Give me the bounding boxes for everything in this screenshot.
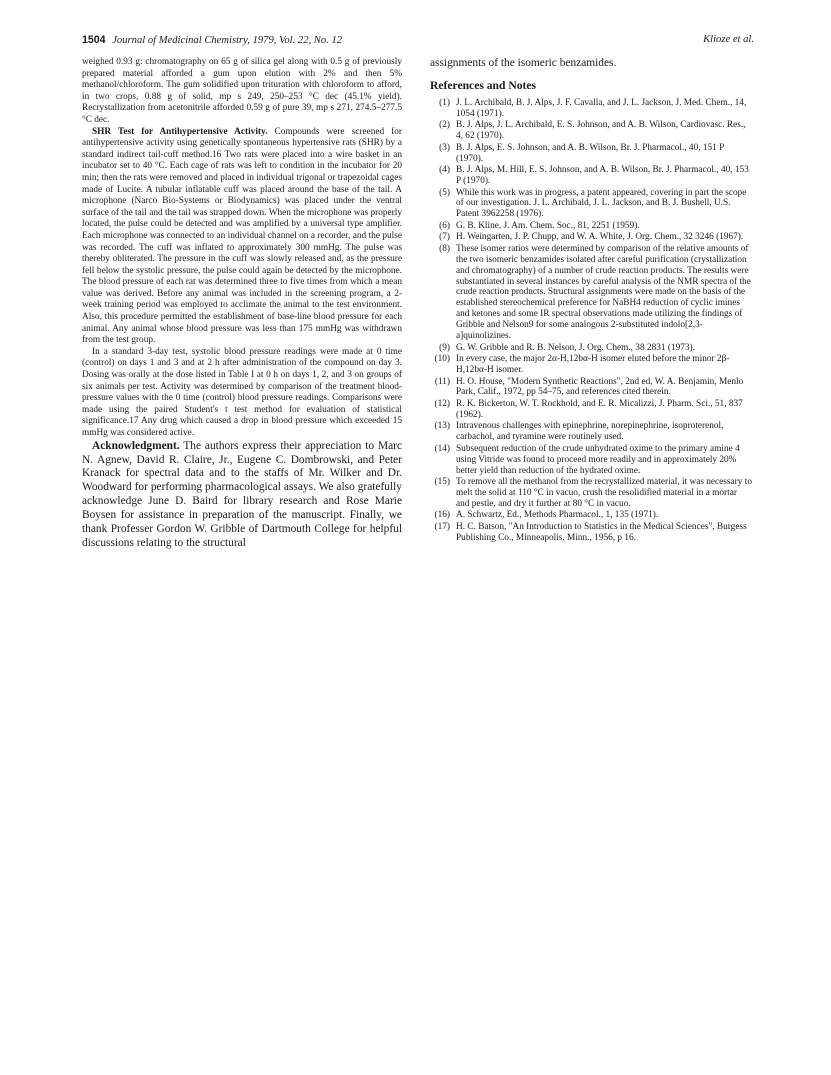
- reference-item: [430, 143, 752, 165]
- shr-test-heading: SHR Test for Antihypertensive Activity.: [92, 126, 268, 137]
- reference-number: (11): [434, 376, 450, 387]
- reference-number: (17): [434, 521, 450, 532]
- reference-text: These isomer ratios were determined by comparison of the relative amounts of the two isomeric benzamides isolated after careful purification (crystallization and chromatography) of a number of crude reaction products. The results were substantiated in several instances by careful analysis of the NMR spectra of the crude reaction products. Structural assignments were made on the basis of the established stereochemical preference for NaBH4 reduction of cyclic imines and ketones and some IR spectral observations made utilizing the findings of Gribble and Nelson9 for some analogous 2-substituted indolo[2,3-a]quinolizines.: [456, 243, 751, 342]
- experimental-paragraph: weighed 0.93 g: chromatography on 65 g of silica gel along with 0.5 g of previously prepared material afforded a gum upon elution with 2% and then 5% methanol/chloroform. The gum solidified upon trituration with chloroform to afford, in two crops, 0.88 g of solid, mp s 249, 250–253 °C dec (45.1% yield). Recrystallization from acetonitrile afforded 0.59 g of pure 39, mp s 271, 274.5–277.5 °C dec.: [82, 57, 402, 125]
- reference-number: (14): [434, 443, 450, 454]
- reference-number: (4): [439, 165, 450, 176]
- reference-text: H. C. Batson, "An Introduction to Statistics in the Medical Sciences", Burgess Publishing Co., Minneapolis, Minn., 1956, p 16.: [456, 521, 747, 543]
- reference-item: [430, 444, 752, 477]
- reference-text: J. L. Archibald, B. J. Alps, J. F. Cavalla, and J. L. Jackson, J. Med. Chem., 14, 1054 (1971).: [456, 97, 747, 119]
- reference-item: [430, 510, 752, 521]
- left-column: [82, 57, 402, 551]
- reference-number: (12): [434, 398, 450, 409]
- reference-list: [430, 98, 752, 544]
- reference-item: [430, 477, 752, 510]
- reference-text: H. Weingarten, J. P. Chupp, and W. A. White, J. Org. Chem., 32 3246 (1967).: [456, 232, 744, 243]
- reference-text: B. J. Alps, M. Hill, E. S. Johnson, and A. B. Wilson, Br. J. Pharmacol., 40, 153 P (1970).: [456, 165, 749, 187]
- reference-text: G. B. Kline, J. Am. Chem. Soc., 81, 2251 (1959).: [456, 220, 640, 231]
- reference-item: [430, 421, 752, 443]
- reference-number: (2): [439, 120, 450, 131]
- reference-item: [430, 343, 752, 354]
- acknowledgment-heading: Acknowledgment.: [92, 439, 180, 452]
- three-day-test-paragraph: In a standard 3-day test, systolic blood pressure readings were made at 0 time (control) on days 1 and 3 and at 2 h after administration of the compound on day 3. Dosing was orally at the dose listed in Table I at 0 h on days 1, 2, and 3 on groups of six animals per test. Activity was determined by comparison of the treatment blood-pressure values with the 0 time (control) blood pressure readings. Comparisons were made using the paired Student's t test method for evaluation of statistical significance.17 Any drug which caused a drop in blood pressure which exceeded 15 mmHg was considered active.: [82, 346, 402, 438]
- reference-number: (8): [439, 243, 450, 254]
- references-heading: References and Notes: [430, 78, 537, 92]
- reference-text: G. W. Gribble and R. B. Nelson, J. Org. Chem., 38 2831 (1973).: [456, 342, 695, 353]
- reference-item: [430, 399, 752, 421]
- reference-number: (13): [434, 421, 450, 432]
- reference-text: To remove all the methanol from the recrystallized material, it was necessary to melt the solid at 110 °C in vacuo, crush the resolidified material in a mortar and pestle, and dry it further at 80 °C in vacuo.: [456, 477, 752, 509]
- shr-test-paragraph: [82, 127, 402, 347]
- reference-number: (6): [439, 220, 450, 231]
- reference-item: [430, 522, 752, 544]
- acknowledgment-text: The authors express their appreciation to Marc N. Agnew, David R. Claire, Jr., Eugene C. Dombrowski, and Peter Kranack for spectral data and to the staffs of Mr. Wilker and Dr. Woodward for performing pharmacological assays. We also gratefully acknowledge June D. Baird for library research and Rose Marie Boysen for assistance in preparation of the manuscript. Finally, we thank Professer Gordon W. Gribble of Dartmouth College for helpful discussions relating to the structural: [82, 439, 402, 549]
- reference-text: Subsequent reduction of the crude unhydrated oxime to the primary amine 4 using Vitride was found to proceed more readily and in approximately 20% better yield than reduction of the hydrated oxime.: [456, 443, 740, 476]
- reference-item: [430, 221, 752, 232]
- reference-item: [430, 98, 752, 120]
- reference-text: While this work was in progress, a patent appeared, covering in part the scope of our investigation. J. L. Archibald, J. L. Jackson, and B. J. Bushell, U.S. Patent 3962258 (1976).: [456, 187, 747, 220]
- reference-number: (3): [439, 142, 450, 153]
- reference-item: [430, 232, 752, 243]
- reference-number: (16): [434, 510, 450, 521]
- shr-test-text: Compounds were screened for antihypertensive activity using genetically spontaneous hypertensive rats (SHR) by a standard indirect tail-cuff method.16 Two rats were placed into a wire basket in an incubator set to 40 °C. Each cage of rats was left to condition in the incubator for 20 min; then the rats were removed and placed in individual trigonal or trapezoidal cages made of Lucite. A tubular inflatable cuff was placed around the base of the tail. A microphone (Narco Bio-Systems or Biodynamics) was placed under the ventral surface of the tail and the tail was strapped down. When the microphone was properly located, the pulse could be detected and was amplified by a universal type amplifier. Each microphone was connected to an individual channel on a recorder, and the pulse was recorded. The cuff was inflated to approximately 300 mmHg. The pulse was thereby obliterated. The pressure in the cuff was slowly released and, as the pressure fell below the systolic pressure, the pulse could again be detected by the microphone. The blood pressure of each rat was determined three to five times from which a mean value was derived. Before any animal was included in the screening program, a 2-week training period was employed to acclimate the animal to the test environment. Also, this procedure permitted the establishment of base-line blood pressure for each animal. Any animal whose blood pressure was less than 175 mmHg was withdrawn from the test group.: [82, 126, 402, 346]
- acknowledgment-paragraph: [82, 440, 402, 551]
- running-header: [82, 33, 754, 47]
- reference-item: [430, 188, 752, 221]
- reference-text: In every case, the major 2α-H,12bα-H isomer eluted before the minor 2β-H,12bα-H isomer.: [456, 354, 730, 375]
- reference-text: B. J. Alps, J. L. Archibald, E. S. Johnson, and A. B. Wilson, Cardiovasc. Res., 4, 62 (1970).: [456, 120, 746, 142]
- reference-text: R. K. Bickerton, W. T. Rockhold, and E. R. Micalizzi, J. Pharm. Sci., 51, 837 (1962).: [456, 398, 743, 420]
- reference-text: H. O. House, "Modern Synthetic Reactions", 2nd ed, W. A. Benjamin, Menlo Park, Calif., 1972, pp 54–75, and references cited therein.: [456, 376, 744, 398]
- reference-text: A. Schwartz, Ed., Methods Pharmacol., 1, 135 (1971).: [456, 510, 659, 521]
- reference-item: [430, 120, 752, 142]
- reference-item: [430, 354, 752, 376]
- page-number: 1504: [82, 34, 106, 46]
- reference-number: (5): [439, 187, 450, 198]
- reference-text: Intravenous challenges with epinephrine, norepinephrine, isoproterenol, carbachol, and tyramine were routinely used.: [456, 421, 724, 443]
- reference-number: (10): [434, 354, 450, 365]
- reference-item: [430, 377, 752, 399]
- reference-number: (9): [439, 342, 450, 353]
- reference-text: B. J. Alps, E. S. Johnson, and A. B. Wilson, Br. J. Pharmacol., 40, 151 P (1970).: [456, 142, 724, 164]
- journal-citation: Journal of Medicinal Chemistry, 1979, Vol. 22, No. 12: [112, 35, 343, 46]
- reference-number: (15): [434, 477, 450, 488]
- running-authors: Klioze et al.: [703, 34, 754, 45]
- reference-item: [430, 165, 752, 187]
- right-column: [430, 57, 752, 544]
- reference-number: (1): [439, 97, 450, 108]
- reference-item: [430, 244, 752, 342]
- reference-number: (7): [439, 232, 450, 243]
- acknowledgment-continuation: assignments of the isomeric benzamides.: [430, 57, 617, 69]
